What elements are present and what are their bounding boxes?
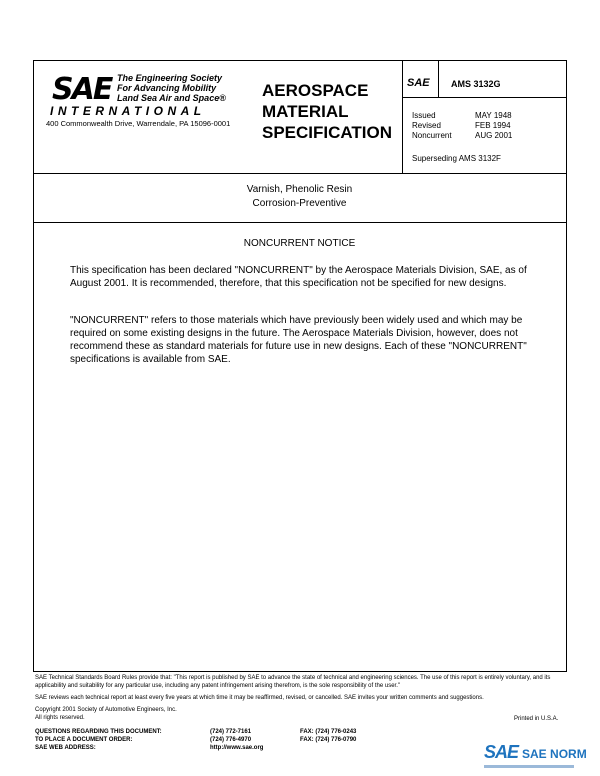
notice-paragraph: This specification has been declared "NONCURRENT" by the Aerospace Materials Division, SAE, as of August 2001. It is recommended, therefore, that this specification not be specified for new designs.: [70, 265, 527, 289]
date-block: Issued MAY 1948 Revised FEB 1994 Noncurrent AUG 2001: [412, 111, 513, 140]
superseding: Superseding AMS 3132F: [412, 154, 501, 163]
divider: [33, 222, 566, 223]
printed-note: Printed in U.S.A.: [514, 716, 559, 722]
divider: [402, 97, 566, 98]
logo-tagline: The Engineering Society For Advancing Mobility Land Sea Air and Space®: [117, 73, 226, 103]
divider: [402, 60, 403, 173]
divider: [33, 173, 566, 174]
sae-small-logo: SAE: [407, 77, 430, 89]
divider: [438, 60, 439, 97]
doc-number: AMS 3132G: [451, 79, 501, 89]
sae-norm-brand: SAE SAE NORM: [484, 742, 587, 762]
subject: Varnish, Phenolic Resin Corrosion-Preventive: [246, 184, 353, 209]
web-address-link[interactable]: http://www.sae.org: [210, 745, 264, 751]
contact-block: QUESTIONS REGARDING THIS DOCUMENT: (724) 772-7161 FAX: (724) 776-0243 TO PLACE A DOCUMENT ORDER: (724) 776-4970 FAX: (724) 776-0790 SAE WEB ADDRESS: http://www.sae.org: [35, 729, 357, 751]
notice-paragraph: "NONCURRENT" refers to those materials which have previously been widely used and which may be required on some existing designs in the future. The Aerospace Materials Division, however, does not recommend these as standard materials for future use in new designs. Each of these "NONCURRENT" specifications is available from SAE.: [70, 315, 527, 365]
logo-international: INTERNATIONAL: [50, 104, 206, 118]
footer-rules: SAE Technical Standards Board Rules provide that: "This report is published by SAE to advance the state of technical and engineering sciences. The use of this report is entirely voluntary, and its applicability and suitability for any particular use, including any patent infringement arising therefrom, is the sole responsibility of the user.": [35, 675, 551, 689]
brand-underline: [484, 765, 574, 768]
address: 400 Commonwealth Drive, Warrendale, PA 15096-0001: [46, 119, 231, 128]
page-frame: [33, 60, 567, 672]
notice-heading: NONCURRENT NOTICE: [243, 238, 356, 249]
footer-review: SAE reviews each technical report at least every five years at which time it may be reaffirmed, revised, or cancelled. SAE invites your written comments and suggestions.: [35, 695, 484, 701]
footer-copyright: Copyright 2001 Society of Automotive Engineers, Inc. All rights reserved.: [35, 707, 177, 721]
sae-logo: SAE: [52, 72, 112, 107]
page-title: AEROSPACE MATERIAL SPECIFICATION: [262, 81, 393, 142]
